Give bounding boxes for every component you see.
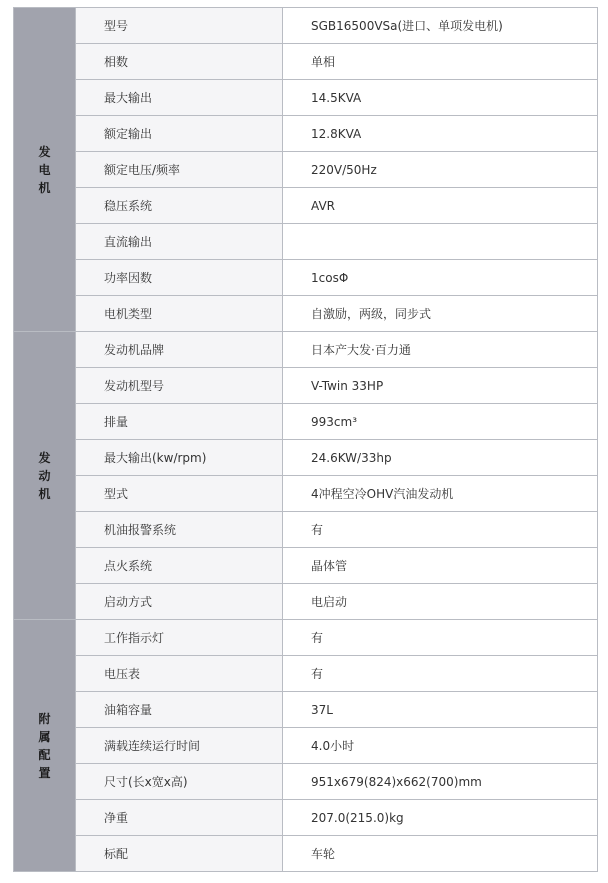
table-row	[14, 44, 598, 80]
spec-label: 启动方式	[76, 584, 283, 620]
spec-label: 稳压系统	[76, 188, 283, 224]
spec-label: 电机类型	[76, 296, 283, 332]
spec-value: 电启动	[283, 584, 598, 620]
spec-value: 951x679(824)x662(700)mm	[283, 764, 598, 800]
spec-value: 993cm³	[283, 404, 598, 440]
spec-value: 4冲程空冷OHV汽油发动机	[283, 476, 598, 512]
spec-value: 4.0小时	[283, 728, 598, 764]
spec-label: 相数	[76, 44, 283, 80]
group-name: 发动机	[38, 450, 51, 501]
spec-label: 点火系统	[76, 548, 283, 584]
table-row	[14, 332, 598, 368]
spec-label: 额定电压/频率	[76, 152, 283, 188]
table-row	[14, 368, 598, 404]
group-header-generator	[14, 8, 76, 332]
table-row	[14, 404, 598, 440]
spec-value: 1cosΦ	[283, 260, 598, 296]
table-row	[14, 656, 598, 692]
table-row	[14, 728, 598, 764]
spec-value: 有	[283, 656, 598, 692]
table-row	[14, 8, 598, 44]
table-row	[14, 152, 598, 188]
spec-value: 24.6KW/33hp	[283, 440, 598, 476]
spec-value: 有	[283, 620, 598, 656]
spec-label: 机油报警系统	[76, 512, 283, 548]
table-row	[14, 260, 598, 296]
spec-value: V-Twin 33HP	[283, 368, 598, 404]
table-row	[14, 80, 598, 116]
spec-label: 型号	[76, 8, 283, 44]
spec-value: 220V/50Hz	[283, 152, 598, 188]
table-row	[14, 116, 598, 152]
table-row	[14, 584, 598, 620]
spec-value: AVR	[283, 188, 598, 224]
table-row	[14, 476, 598, 512]
spec-value: 日本产大发·百力通	[283, 332, 598, 368]
spec-value: 晶体管	[283, 548, 598, 584]
spec-value: SGB16500VSa(进口、单项发电机)	[283, 8, 598, 44]
spec-value: 37L	[283, 692, 598, 728]
group-header-engine	[14, 332, 76, 620]
spec-label: 发动机型号	[76, 368, 283, 404]
spec-value: 自激励，两级，同步式	[283, 296, 598, 332]
spec-label: 油箱容量	[76, 692, 283, 728]
spec-label: 电压表	[76, 656, 283, 692]
table-row	[14, 296, 598, 332]
spec-table	[13, 7, 598, 872]
table-row	[14, 836, 598, 872]
spec-label: 最大输出	[76, 80, 283, 116]
spec-value: 14.5KVA	[283, 80, 598, 116]
spec-value: 12.8KVA	[283, 116, 598, 152]
spec-label: 尺寸(长x宽x高)	[76, 764, 283, 800]
spec-label: 标配	[76, 836, 283, 872]
table-row	[14, 692, 598, 728]
group-name: 发电机	[38, 144, 51, 195]
spec-label: 排量	[76, 404, 283, 440]
spec-label: 额定输出	[76, 116, 283, 152]
spec-label: 发动机品牌	[76, 332, 283, 368]
table-row	[14, 764, 598, 800]
spec-label: 最大输出(kw/rpm)	[76, 440, 283, 476]
table-row	[14, 188, 598, 224]
spec-value: 单相	[283, 44, 598, 80]
table-row	[14, 620, 598, 656]
group-header-accessories	[14, 620, 76, 872]
table-row	[14, 512, 598, 548]
spec-label: 功率因数	[76, 260, 283, 296]
spec-value: 207.0(215.0)kg	[283, 800, 598, 836]
table-row	[14, 224, 598, 260]
spec-label: 工作指示灯	[76, 620, 283, 656]
table-row	[14, 548, 598, 584]
table-row	[14, 440, 598, 476]
table-row	[14, 800, 598, 836]
spec-label: 型式	[76, 476, 283, 512]
group-name: 附属配置	[38, 711, 51, 780]
spec-value	[283, 224, 598, 260]
spec-label: 直流输出	[76, 224, 283, 260]
spec-label: 净重	[76, 800, 283, 836]
spec-value: 车轮	[283, 836, 598, 872]
spec-label: 满载连续运行时间	[76, 728, 283, 764]
spec-value: 有	[283, 512, 598, 548]
